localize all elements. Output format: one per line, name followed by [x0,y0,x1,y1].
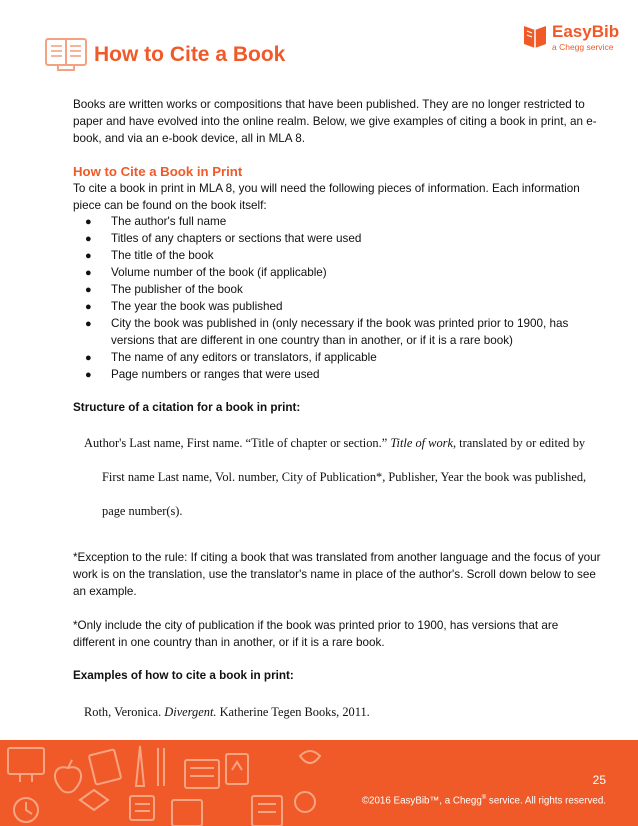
bullet-icon: ● [85,233,92,246]
bullet-icon: ● [85,300,92,313]
info-list [73,214,603,383]
print-description: To cite a book in print in MLA 8, you will need the following pieces of information. Each information piece can be found on the book itself: [73,181,580,212]
logo-name: EasyBib [552,22,620,41]
main-content [73,97,603,720]
easybib-logo[interactable] [522,20,632,60]
list-item: ● The author's full name [73,214,603,231]
open-book-icon [44,36,88,72]
bullet-icon: ● [85,284,92,297]
citation-structure [73,435,603,520]
list-item: ● Titles of any chapters or sections that were used [73,231,603,248]
page-title: How to Cite a Book [94,43,286,66]
bullet-icon: ● [85,368,92,381]
examples-label: Examples of how to cite a book in print: [73,668,294,682]
list-item: ● Volume number of the book (if applicable) [73,265,603,282]
bullet-icon: ● [85,267,92,280]
page-number: 25 [592,773,606,787]
citation-line-2: First name Last name, Vol. number, City of Publication*, Publisher, Year the book was published, [102,470,587,485]
logo-tagline: a Chegg service [552,42,614,52]
citation-line-3: page number(s). [102,504,183,519]
copyright: ©2016 EasyBib™, a Chegg® service. All rights reserved. [361,795,606,807]
exception-note: *Exception to the rule: If citing a book that was translated from another language and the focus of your work is on the translation, use the translator's name in place of the author's. Scroll down below to see an example. [73,551,601,598]
bullet-icon: ● [85,351,92,364]
intro-paragraph: Books are written works or compositions that have been published. They are no longer restricted to paper and have evolved into the online realm. Below, we give examples of citing a book in print, an e-book, and via an e-book device, all in MLA 8. [73,98,597,145]
list-item: ● The publisher of the book [73,282,603,299]
section-heading-print: How to Cite a Book in Print [73,163,243,179]
city-note: *Only include the city of publication if the book was printed prior to 1900, has versions that are different in one country than in another, or if it is a rare book. [73,618,559,649]
list-item: ● The title of the book [73,248,603,265]
list-item: ● City the book was published in (only necessary if the book was printed prior to 1900, has versions that are different in one country than in another, or if it is a rare book) [85,316,569,347]
citation-line-1: Author's Last name, First name. “Title of chapter or section.” Title of work, translated by or edited by [84,436,586,451]
bullet-icon: ● [85,216,92,229]
example-citation: Roth, Veronica. Divergent. Katherine Tegen Books, 2011. [84,704,370,719]
bullet-icon: ● [85,317,92,330]
list-item: ● Page numbers or ranges that were used [73,367,603,384]
bullet-icon: ● [85,250,92,263]
list-item: ● The name of any editors or translators, if applicable [73,350,603,367]
easybib-book-icon [522,22,548,48]
list-item: ● The year the book was published [73,299,603,316]
structure-label: Structure of a citation for a book in print: [73,400,301,414]
footer [0,740,638,826]
school-doodles-icon [0,740,330,826]
